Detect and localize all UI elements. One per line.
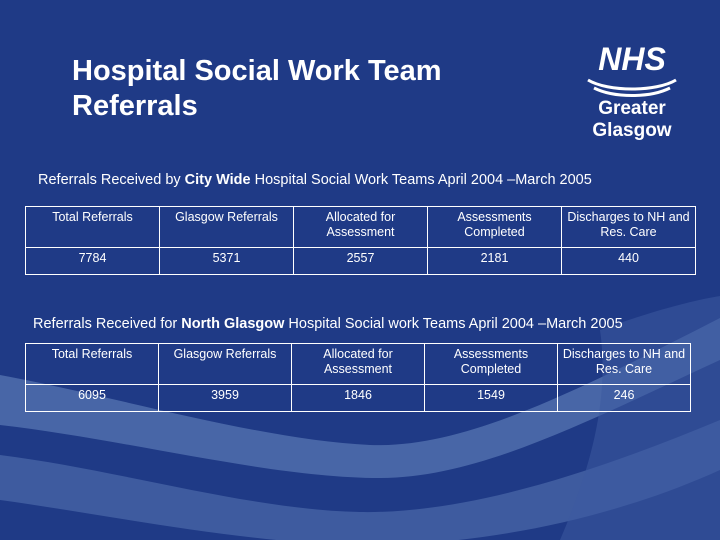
- value-cell: 440: [562, 248, 696, 275]
- value-cell: 1549: [425, 385, 558, 412]
- value-cell: 1846: [292, 385, 425, 412]
- slide-title: [72, 54, 512, 124]
- city-wide-table: [25, 206, 696, 275]
- north-glasgow-table: [25, 343, 691, 412]
- caption-suffix: Hospital Social work Teams April 2004 –March 2005: [284, 316, 623, 332]
- table-row: [26, 385, 691, 412]
- value-cell: 3959: [159, 385, 292, 412]
- logo-brand: NHS: [598, 41, 666, 77]
- value-cell: 2557: [294, 248, 428, 275]
- header-cell: Assessments Completed: [428, 207, 562, 248]
- nhs-logo: [580, 40, 684, 150]
- table-header-row: [26, 207, 696, 248]
- value-cell: 2181: [428, 248, 562, 275]
- header-cell: Allocated for Assessment: [292, 344, 425, 385]
- logo-swoosh-upper: [588, 80, 676, 89]
- header-cell: Glasgow Referrals: [160, 207, 294, 248]
- title-line-2: Referrals: [72, 90, 198, 122]
- header-cell: Total Referrals: [26, 207, 160, 248]
- table-header-row: [26, 344, 691, 385]
- caption-bold: North Glasgow: [181, 316, 285, 332]
- caption-suffix: Hospital Social Work Teams April 2004 –March 2005: [250, 172, 592, 188]
- logo-line-2: Glasgow: [592, 120, 672, 141]
- north-glasgow-caption: [33, 316, 623, 332]
- value-cell: 6095: [26, 385, 159, 412]
- city-wide-caption: [38, 172, 592, 188]
- value-cell: 5371: [160, 248, 294, 275]
- header-cell: Total Referrals: [26, 344, 159, 385]
- caption-prefix: Referrals Received for: [33, 316, 182, 332]
- title-line-1: Hospital Social Work Team: [72, 55, 442, 87]
- table-row: [26, 248, 696, 275]
- header-cell: Allocated for Assessment: [294, 207, 428, 248]
- caption-prefix: Referrals Received by: [38, 172, 185, 188]
- caption-bold: City Wide: [184, 172, 251, 188]
- logo-line-1: Greater: [598, 98, 666, 119]
- value-cell: 7784: [26, 248, 160, 275]
- header-cell: Discharges to NH and Res. Care: [558, 344, 691, 385]
- header-cell: Assessments Completed: [425, 344, 558, 385]
- header-cell: Discharges to NH and Res. Care: [562, 207, 696, 248]
- value-cell: 246: [558, 385, 691, 412]
- header-cell: Glasgow Referrals: [159, 344, 292, 385]
